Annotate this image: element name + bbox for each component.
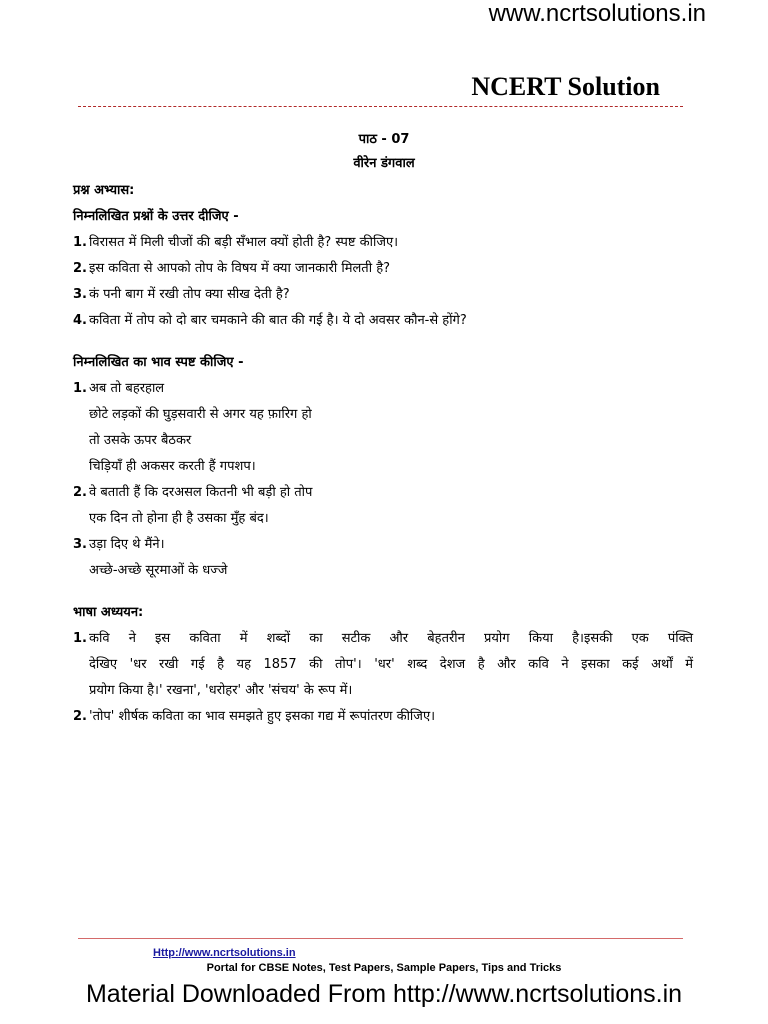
lesson-heading	[0, 128, 768, 176]
question-item	[73, 230, 693, 256]
poem-line	[73, 480, 693, 506]
question-text: कविता में तोप को दो बार चमकाने की बात की गई है। ये दो अवसर कौन-से होंगे?	[89, 313, 467, 328]
poem-line	[73, 376, 693, 402]
brand-title: NCERT Solution	[471, 72, 660, 101]
lesson-author: वीरेन डंगवाल	[353, 156, 415, 171]
footer-divider	[78, 938, 683, 939]
question-number: 2.	[73, 261, 87, 276]
exercise-text: 'तोप' शीर्षक कविता का भाव समझते हुए इसका गद्य में रूपांतरण कीजिए।	[89, 709, 436, 724]
item-number: 3.	[73, 537, 87, 552]
question-text: विरासत में मिली चीजों की बड़ी सँभाल क्यों होती है? स्पष्ट कीजिए।	[89, 235, 399, 250]
exercise-line	[73, 652, 693, 678]
poem-line: चिड़ियाँ ही अकसर करती हैं गपशप।	[89, 459, 256, 474]
section-heading: भाषा अध्ययन:	[73, 605, 144, 620]
poem-line: छोटे लड़कों की घुड़सवारी से अगर यह फ़ारिग हो	[89, 407, 312, 422]
section-subheading: निम्नलिखित प्रश्नों के उत्तर दीजिए -	[73, 209, 239, 224]
section-heading: प्रश्न अभ्यास:	[73, 183, 135, 198]
poem-line	[73, 532, 693, 558]
poem-line: एक दिन तो होना ही है उसका मुँह बंद।	[89, 511, 269, 526]
question-number: 4.	[73, 313, 87, 328]
header-divider	[78, 106, 683, 107]
question-number: 3.	[73, 287, 87, 302]
poem-text: वे बताती हैं कि दरअसल कितनी भी बड़ी हो तोप	[89, 485, 313, 500]
spacer	[73, 334, 693, 350]
poem-line: तो उसके ऊपर बैठकर	[89, 433, 192, 448]
exercise-line	[73, 626, 693, 652]
item-number: 2.	[73, 709, 87, 724]
site-url: www.ncrtsolutions.in	[488, 0, 706, 27]
poem-line: अच्छे-अच्छे सूरमाओं के धज्जे	[89, 563, 228, 578]
footer-portal-text: Portal for CBSE Notes, Test Papers, Sample Papers, Tips and Tricks	[206, 962, 562, 974]
poem-text: उड़ा दिए थे मैंने।	[89, 537, 165, 552]
question-text: इस कविता से आपको तोप के विषय में क्या जानकारी मिलती है?	[89, 261, 391, 276]
document-body	[73, 178, 693, 730]
item-number: 2.	[73, 485, 87, 500]
question-item	[73, 282, 693, 308]
question-item	[73, 256, 693, 282]
question-number: 1.	[73, 235, 87, 250]
question-text: कं पनी बाग में रखी तोप क्या सीख देती है?	[89, 287, 290, 302]
question-item	[73, 308, 693, 334]
item-number: 1.	[73, 631, 87, 646]
spacer	[73, 584, 693, 600]
poem-text: अब तो बहरहाल	[89, 381, 165, 396]
exercise-text: देखिए 'धर रखी गई है यह 1857 की तोप'। 'धर' शब्द देशज है और कवि ने इसका कई अर्थों में	[89, 657, 693, 672]
exercise-line: प्रयोग किया है।' रखना', 'धरोहर' और 'संचय' के रूप में।	[89, 683, 353, 698]
footer-link[interactable]: Http://www.ncrtsolutions.in	[153, 947, 296, 959]
item-number: 1.	[73, 381, 87, 396]
lesson-number: पाठ - 07	[358, 132, 410, 147]
exercise-line	[73, 704, 693, 730]
footer-download-text: Material Downloaded From http://www.ncrtsolutions.in	[85, 980, 683, 1008]
section-heading: निम्नलिखित का भाव स्पष्ट कीजिए -	[73, 355, 244, 370]
exercise-text: कवि ने इस कविता में शब्दों का सटीक और बेहतरीन प्रयोग किया है।इसकी एक पंक्ति	[89, 631, 693, 646]
